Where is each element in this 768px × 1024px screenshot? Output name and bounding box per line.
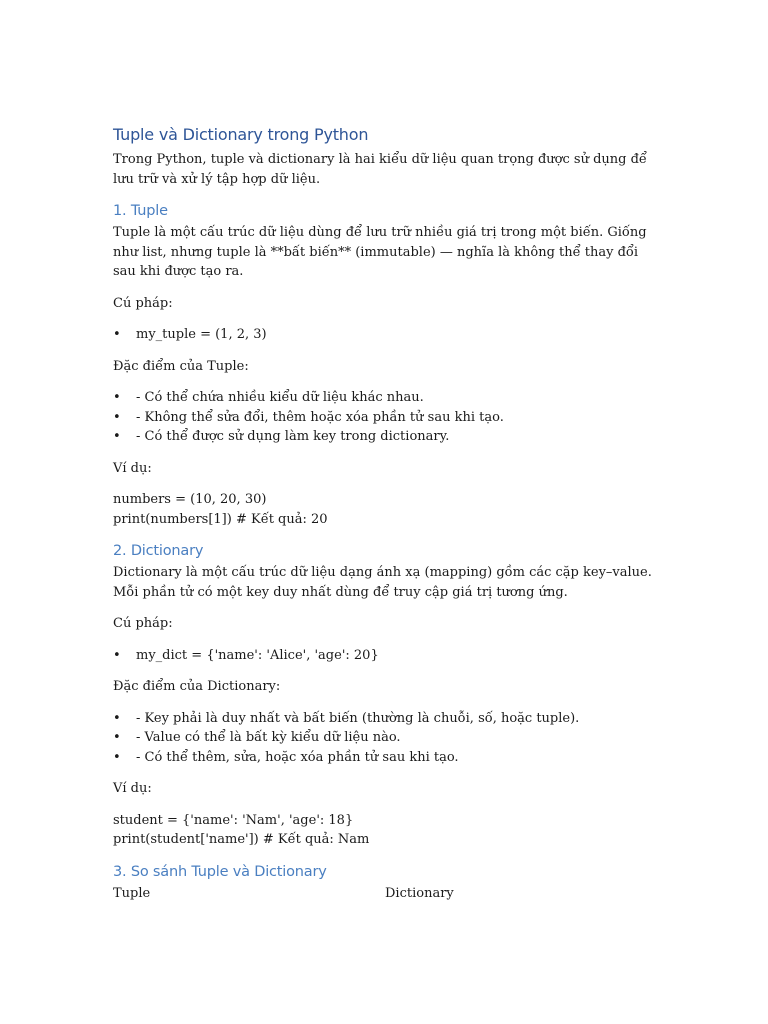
- tuple-description: Tuple là một cấu trúc dữ liệu dùng để lưu trữ nhiều giá trị trong một biến. Giống như list, nhưng tuple là **bất biến** (immutable) — nghĩa là không thể thay đổi sau khi được tạo ra.: [113, 225, 647, 279]
- tuple-features-list: [113, 388, 653, 447]
- code-line: student = {'name': 'Nam', 'age': 18}: [113, 812, 354, 828]
- dictionary-syntax-list: [113, 646, 653, 666]
- list-item: • my_dict = {'name': 'Alice', 'age': 20}: [113, 646, 653, 666]
- list-item: • - Key phải là duy nhất và bất biến (thường là chuỗi, số, hoặc tuple).: [113, 709, 653, 729]
- dictionary-example-label: Ví dụ:: [113, 781, 152, 796]
- dictionary-features-list: [113, 709, 653, 768]
- code-line: print(student['name']) # Kết quả: Nam: [113, 832, 370, 847]
- tuple-example-label: Ví dụ:: [113, 460, 152, 476]
- dictionary-heading: 2. Dictionary: [113, 543, 204, 559]
- document-title: Tuple và Dictionary trong Python: [113, 125, 369, 144]
- tuple-example-code: [113, 490, 653, 529]
- intro-paragraph: Trong Python, tuple và dictionary là hai kiểu dữ liệu quan trọng được sử dụng để lưu trữ và xử lý tập hợp dữ liệu.: [113, 152, 647, 187]
- document-page: [113, 124, 653, 903]
- list-item: • - Không thể sửa đổi, thêm hoặc xóa phần tử sau khi tạo.: [113, 408, 653, 428]
- list-item: • - Có thể thêm, sửa, hoặc xóa phần tử sau khi tạo.: [113, 748, 653, 768]
- tuple-features-label: Đặc điểm của Tuple:: [113, 358, 249, 374]
- list-item: • - Value có thể là bất kỳ kiểu dữ liệu nào.: [113, 728, 653, 748]
- tuple-heading: 1. Tuple: [113, 203, 168, 219]
- compare-column-tuple: Tuple: [113, 885, 151, 901]
- list-item: • - Có thể được sử dụng làm key trong dictionary.: [113, 427, 653, 447]
- list-item: • my_tuple = (1, 2, 3): [113, 325, 653, 345]
- compare-column-dictionary: Dictionary: [385, 885, 454, 901]
- dictionary-features-label: Đặc điểm của Dictionary:: [113, 679, 281, 694]
- dictionary-syntax-label: Cú pháp:: [113, 616, 173, 631]
- code-line: numbers = (10, 20, 30): [113, 492, 267, 507]
- dictionary-example-code: [113, 811, 653, 850]
- dictionary-description: Dictionary là một cấu trúc dữ liệu dạng ánh xạ (mapping) gồm các cặp key–value. Mỗi phần tử có một key duy nhất dùng để truy cập giá trị tương ứng.: [113, 565, 652, 600]
- tuple-syntax-list: [113, 325, 653, 345]
- list-item: • - Có thể chứa nhiều kiểu dữ liệu khác nhau.: [113, 388, 653, 408]
- code-line: print(numbers[1]) # Kết quả: 20: [113, 511, 328, 527]
- compare-heading: 3. So sánh Tuple và Dictionary: [113, 863, 327, 880]
- compare-table-header: [113, 884, 653, 904]
- tuple-syntax-label: Cú pháp:: [113, 295, 173, 311]
